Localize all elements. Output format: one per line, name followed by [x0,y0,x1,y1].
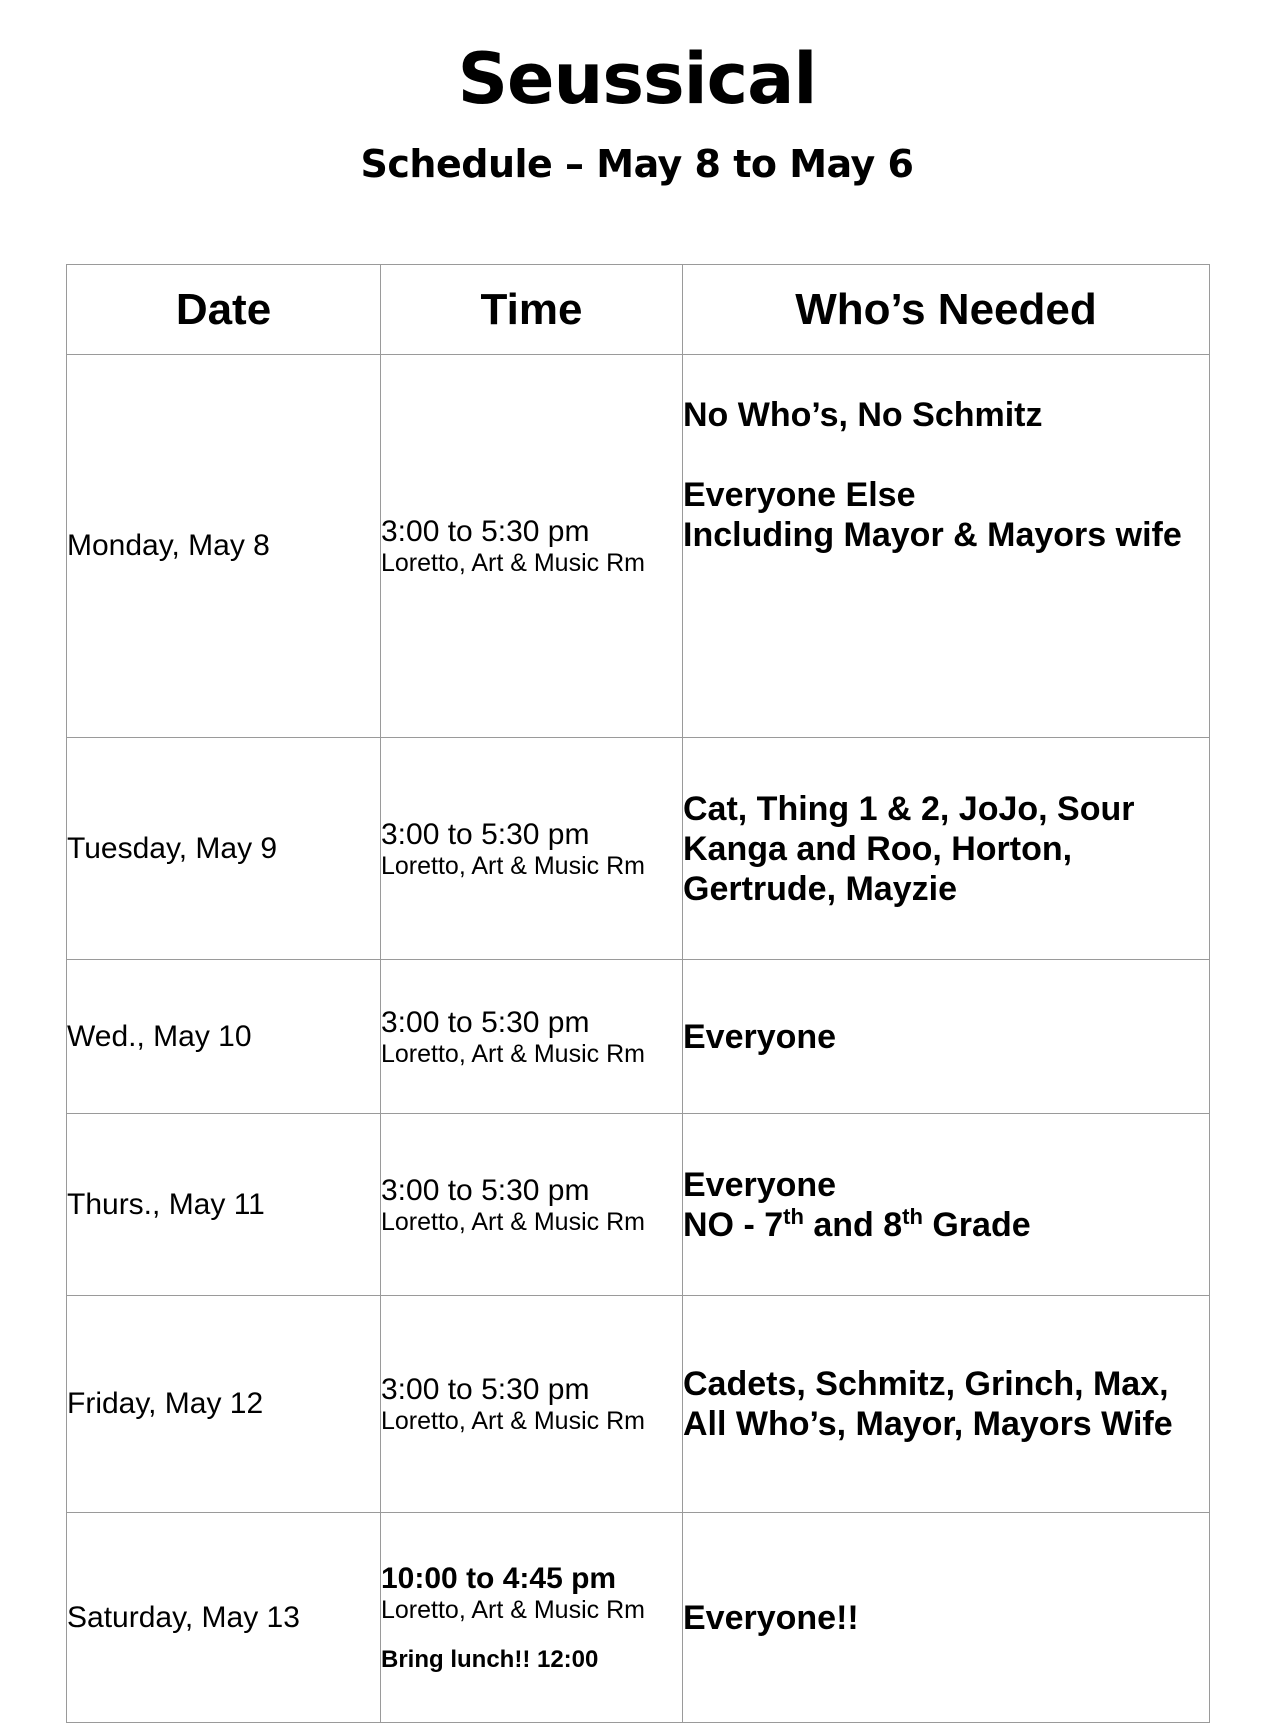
date-cell: Thurs., May 11 [67,1114,381,1296]
table-row [67,1296,1210,1513]
time-range: 10:00 to 4:45 pm [381,1561,617,1595]
location: Loretto, Art & Music Rm [381,1407,645,1435]
location: Loretto, Art & Music Rm [381,1207,645,1236]
who-line: No Who’s, No Schmitz [683,396,1043,434]
time-range: 3:00 to 5:30 pm [381,817,590,851]
who-cell [683,355,1210,738]
time-range: 3:00 to 5:30 pm [381,1373,590,1406]
who-cell: Everyone!! [683,1513,1210,1723]
who-cell: Cadets, Schmitz, Grinch, Max, All Who’s, Mayor, Mayors Wife [683,1296,1210,1513]
who-cell [683,1114,1210,1296]
time-cell [381,960,683,1114]
location: Loretto, Art & Music Rm [381,549,645,577]
time-cell [381,1296,683,1513]
location: Loretto, Art & Music Rm [381,851,645,880]
page-title: Seussical [457,38,817,120]
lunch-note: Bring lunch!! 12:00 [381,1645,599,1673]
date-cell: Friday, May 12 [67,1296,381,1513]
who-cell: Everyone [683,960,1210,1114]
table-row [67,355,1210,738]
table-row [67,1513,1210,1723]
date-cell: Saturday, May 13 [67,1513,381,1723]
date-cell: Tuesday, May 9 [67,738,381,960]
header-time: Time [381,265,683,355]
header-who: Who’s Needed [683,265,1210,355]
who-line: Including Mayor & Mayors wife [683,516,1182,554]
table-row [67,960,1210,1114]
time-cell [381,1114,683,1296]
location: Loretto, Art & Music Rm [381,1039,645,1068]
who-line: Everyone Else [683,476,916,514]
header-date: Date [67,265,381,355]
header-row [67,265,1210,355]
date-cell: Wed., May 10 [67,960,381,1114]
page-subtitle: Schedule – May 8 to May 6 [360,142,914,186]
location: Loretto, Art & Music Rm [381,1595,645,1624]
time-range: 3:00 to 5:30 pm [381,1005,590,1039]
time-cell [381,738,683,960]
time-cell [381,1513,683,1723]
table-row [67,738,1210,960]
table-row [67,1114,1210,1296]
time-cell [381,355,683,738]
schedule-table [66,264,1210,1723]
who-cell: Cat, Thing 1 & 2, JoJo, Sour Kanga and Roo, Horton, Gertrude, Mayzie [683,738,1210,960]
date-cell: Monday, May 8 [67,355,381,738]
time-range: 3:00 to 5:30 pm [381,515,590,548]
who-line: NO - 7th and 8th Grade [683,1203,1031,1244]
who-line: Everyone [683,1165,837,1204]
time-range: 3:00 to 5:30 pm [381,1173,590,1207]
